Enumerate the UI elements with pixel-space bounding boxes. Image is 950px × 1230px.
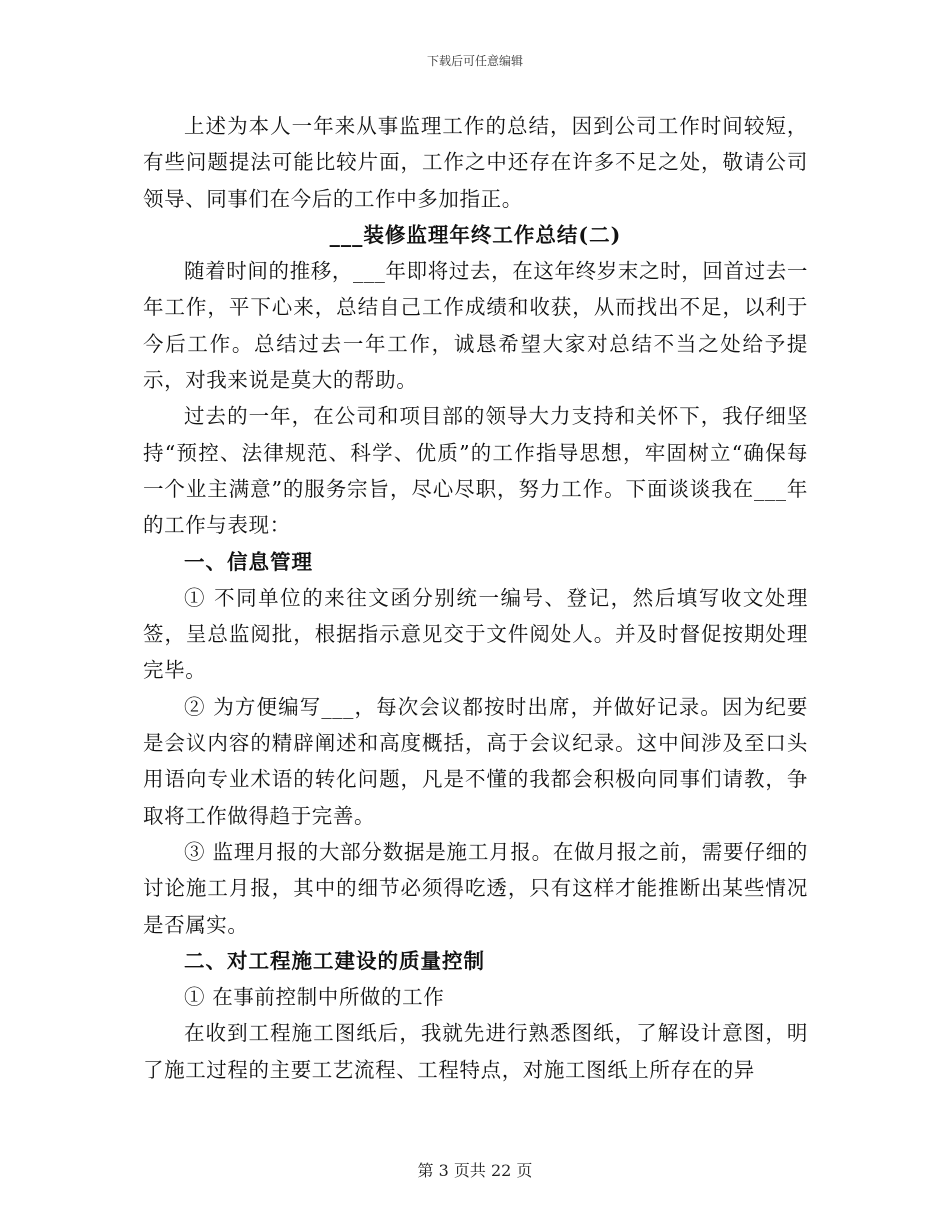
paragraph-intro: 随着时间的推移，___年即将过去，在这年终岁末之时，回首过去一年工作，平下心来，总结自己工作成绩和收获，从而找出不足，以利于今后工作。总结过去一年工作，诚恳希望大家对总结不当之处给予提示，对我来说是莫大的帮助。 (143, 259, 808, 393)
paragraph-overview: 过去的一年，在公司和项目部的领导大力支持和关怀下，我仔细坚持“预控、法律规范、科学、优质”的工作指导思想，牢固树立“确保每一个业主满意”的服务宗旨，尽心尽职，努力工作。下面谈谈我在___年的工作与表现： (143, 404, 808, 538)
paragraph-item-1: ① 不同单位的来往文函分别统一编号、登记，然后填写收文处理签，呈总监阅批，根据指示意见交于文件阅处人。并及时督促按期处理完毕。 (143, 585, 808, 683)
paragraph-subitem-1: ① 在事前控制中所做的工作 (184, 985, 445, 1010)
heading-quality-control: 二、对工程施工建设的质量控制 (184, 948, 485, 973)
paragraph-item-3: ③ 监理月报的大部分数据是施工月报。在做月报之前，需要仔细的讨论施工月报，其中的细节必须得吃透，只有这样才能推断出某些情况是否属实。 (143, 839, 808, 937)
heading-information-management: 一、信息管理 (184, 549, 313, 574)
paragraph-drawings: 在收到工程施工图纸后，我就先进行熟悉图纸，了解设计意图，明了施工过程的主要工艺流程、工程特点，对施工图纸上所存在的异 (143, 1021, 808, 1082)
page-footer: 第 3 页共 22 页 (417, 1161, 533, 1180)
paragraph-closing: 上述为本人一年来从事监理工作的总结，因到公司工作时间较短，有些问题提法可能比较片面，工作之中还存在许多不足之处，敬请公司领导、同事们在今后的工作中多加指正。 (143, 114, 808, 211)
paragraph-item-2: ② 为方便编写___，每次会议都按时出席，并做好记录。因为纪要是会议内容的精辟阐述和高度概括，高于会议纪录。这中间涉及至口头用语向专业术语的转化问题，凡是不懂的我都会积极向同事们请教，争取将工作做得趋于完善。 (143, 694, 808, 828)
document-body (143, 108, 808, 1088)
page-header: 下载后可任意编辑 (426, 54, 523, 68)
section-title: ___装修监理年终工作总结(二) (329, 222, 622, 247)
